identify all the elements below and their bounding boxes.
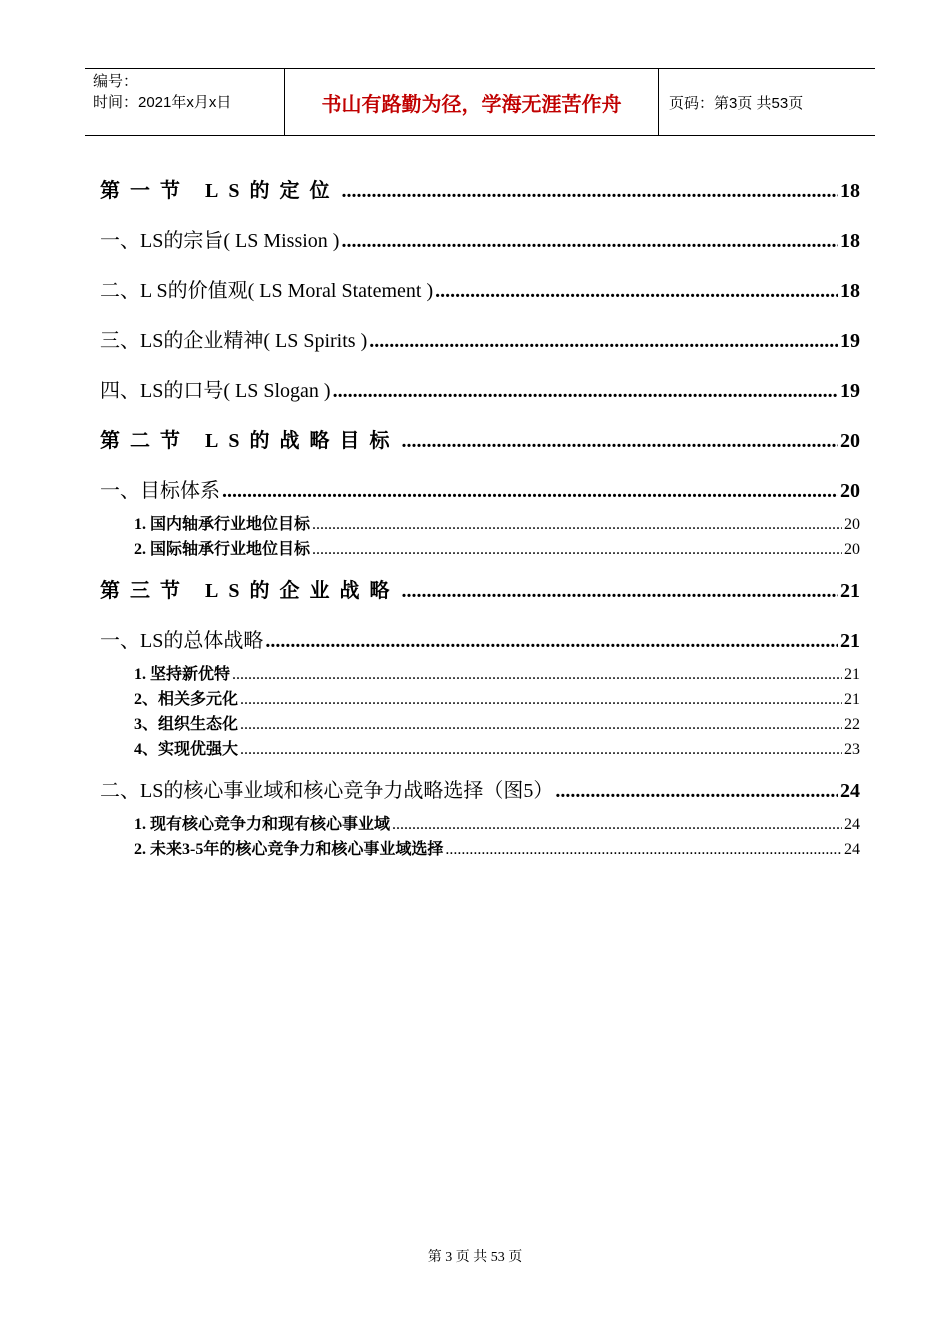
- toc-entry-title: 一、LS的宗旨( LS Mission ): [100, 230, 340, 252]
- toc-entry-page: 19: [840, 380, 860, 402]
- toc-entry-title: 4、实现优强大: [134, 741, 239, 758]
- toc-entry[interactable]: [100, 572, 860, 622]
- toc-entry-page: 20: [840, 480, 860, 502]
- toc-entry-page: 21: [844, 691, 860, 708]
- toc-entry[interactable]: [100, 222, 860, 272]
- toc-entry-page: 21: [844, 666, 860, 683]
- toc-entry[interactable]: [100, 372, 860, 422]
- toc-entry[interactable]: [100, 664, 860, 689]
- toc-entry[interactable]: [100, 172, 860, 222]
- toc-entry-title: 二、LS的核心事业域和核心竞争力战略选择（图5）: [100, 780, 554, 802]
- toc-entry-page: 20: [844, 516, 860, 533]
- page-header: [85, 68, 875, 136]
- toc-entry-title: 2、相关多元化: [134, 691, 239, 708]
- toc-entry[interactable]: [100, 814, 860, 839]
- toc-dot-leader: [341, 172, 838, 210]
- toc-entry-title: 一、目标体系: [100, 480, 220, 502]
- toc-dot-leader: [333, 372, 838, 410]
- toc-dot-leader: [222, 472, 838, 510]
- toc-dot-leader: [369, 322, 838, 360]
- toc-dot-leader: [240, 714, 842, 736]
- toc-dot-leader: [555, 772, 838, 810]
- toc-dot-leader: [240, 689, 842, 711]
- toc-dot-leader: [240, 739, 842, 761]
- toc-entry-title: 第一节 LS的定位: [100, 180, 340, 202]
- toc-entry[interactable]: [100, 322, 860, 372]
- toc-dot-leader: [312, 539, 842, 561]
- toc-dot-leader: [312, 514, 842, 536]
- toc-entry-title: 第三节 LS的企业战略: [100, 580, 400, 602]
- toc-entry[interactable]: [100, 422, 860, 472]
- toc-dot-leader: [232, 664, 842, 686]
- toc-entry-page: 24: [840, 780, 860, 802]
- header-page-info: 页码：第3页 共53页: [669, 94, 804, 112]
- toc-entry-title: 2. 国际轴承行业地位目标: [134, 541, 311, 558]
- toc-dot-leader: [341, 222, 838, 260]
- toc-entry-page: 21: [840, 580, 860, 602]
- toc-entry[interactable]: [100, 839, 860, 864]
- toc-entry-title: 1. 坚持新优特: [134, 666, 231, 683]
- toc-entry[interactable]: [100, 272, 860, 322]
- toc-entry[interactable]: [100, 739, 860, 764]
- toc-entry-page: 22: [844, 716, 860, 733]
- toc-dot-leader: [401, 572, 838, 610]
- header-meta: [85, 69, 285, 135]
- toc-entry-page: 19: [840, 330, 860, 352]
- toc-entry[interactable]: [100, 689, 860, 714]
- toc-entry[interactable]: [100, 539, 860, 564]
- header-motto: 书山有路勤为径，学海无涯苦作舟: [285, 69, 659, 135]
- toc-dot-leader: [445, 839, 842, 861]
- toc-entry-title: 2. 未来3-5年的核心竞争力和核心事业域选择: [134, 841, 444, 858]
- toc-entry-title: 1. 国内轴承行业地位目标: [134, 516, 311, 533]
- toc-entry-title: 四、LS的口号( LS Slogan ): [100, 380, 331, 402]
- toc-entry-page: 18: [840, 180, 860, 202]
- toc-entry-page: 18: [840, 280, 860, 302]
- toc-entry-page: 24: [844, 816, 860, 833]
- toc-entry-page: 20: [844, 541, 860, 558]
- table-of-contents: [100, 172, 860, 872]
- toc-dot-leader: [392, 814, 842, 836]
- toc-entry-title: 三、LS的企业精神( LS Spirits ): [100, 330, 368, 352]
- toc-entry-page: 20: [840, 430, 860, 452]
- toc-entry-page: 21: [840, 630, 860, 652]
- toc-entry-page: 23: [844, 741, 860, 758]
- page-footer: 第 3 页 共 53 页: [427, 1250, 523, 1265]
- toc-entry[interactable]: [100, 514, 860, 539]
- toc-entry-title: 1. 现有核心竞争力和现有核心事业域: [134, 816, 391, 833]
- toc-entry[interactable]: [100, 714, 860, 739]
- toc-entry-title: 第二节 LS的战略目标: [100, 430, 400, 452]
- header-number-label: 编号：: [93, 73, 139, 90]
- toc-entry-title: 一、LS的总体战略: [100, 630, 264, 652]
- toc-entry-title: 二、L S的价值观( LS Moral Statement ): [100, 280, 434, 302]
- header-date: 时间：2021年x月x日: [93, 94, 232, 111]
- toc-entry-title: 3、组织生态化: [134, 716, 239, 733]
- toc-dot-leader: [265, 622, 838, 660]
- toc-entry-page: 24: [844, 841, 860, 858]
- toc-dot-leader: [435, 272, 838, 310]
- toc-dot-leader: [401, 422, 838, 460]
- toc-entry-page: 18: [840, 230, 860, 252]
